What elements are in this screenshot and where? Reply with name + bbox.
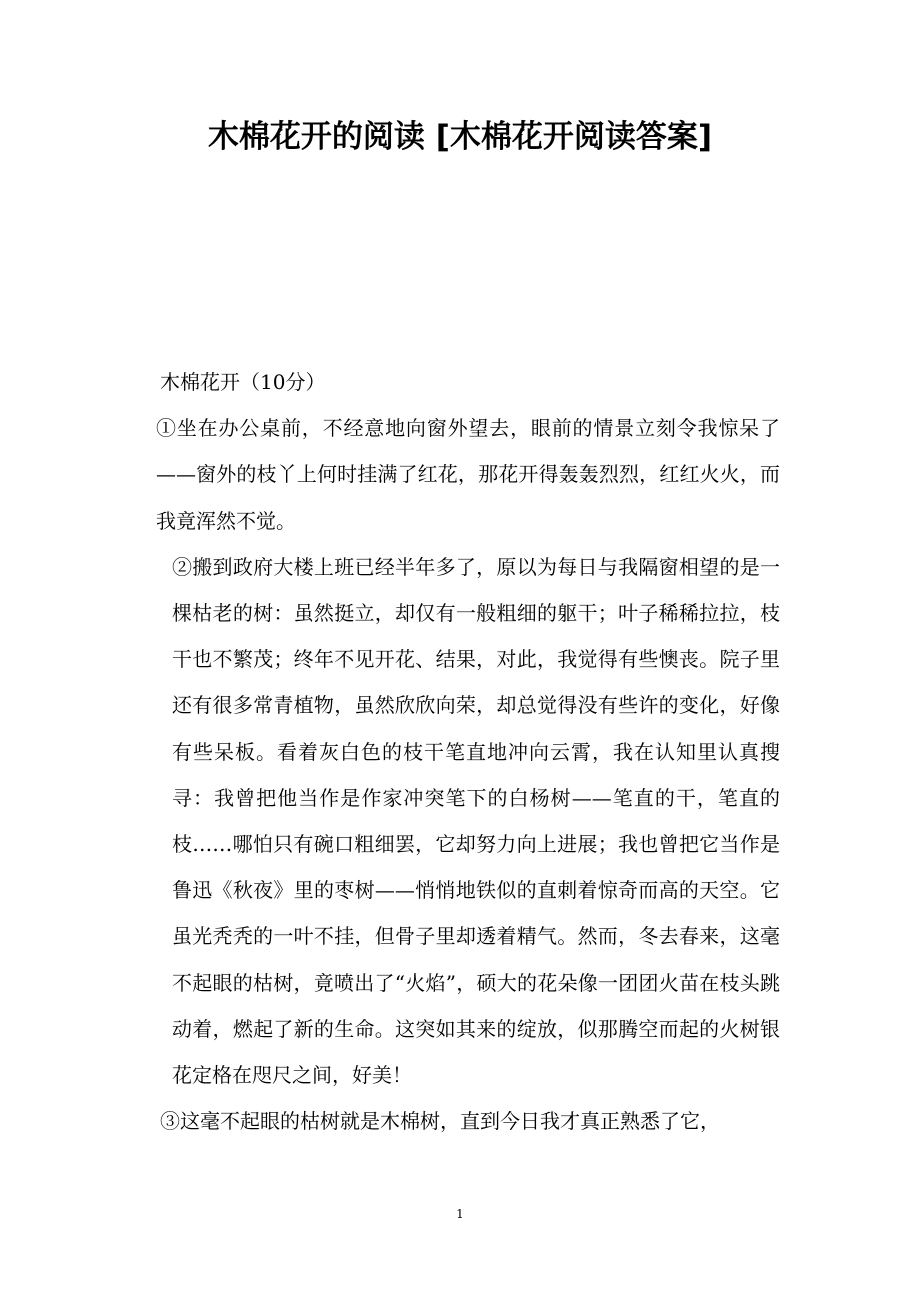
page-number: 1 (456, 1207, 464, 1221)
paragraph-2: ②搬到政府大楼上班已经半年多了，原以为每日与我隔窗相望的是一棵枯老的树：虽然挺立，却仅有一般粗细的躯干；叶子稀稀拉拉，枝干也不繁茂；终年不见开花、结果，对此，我觉得有些懊丧。院子里还有很多常青植物，虽然欣欣向荣，却总觉得没有些许的变化，好像有些呆板。看着灰白色的枝干笔直地冲向云霄，我在认知里认真搜寻：我曾把他当作是作家冲突笔下的白杨树——笔直的干，笔直的枝……哪怕只有碗口粗细罢，它却努力向上进展；我也曾把它当作是鲁迅《秋夜》里的枣树——悄悄地铁似的直刺着惊奇而高的天空。它虽光秃秃的一叶不挂，但骨子里却透着精气。然而，冬去春来，这毫不起眼的枯树，竟喷出了“火焰”，硕大的花朵像一团团火苗在枝头跳动着，燃起了新的生命。这突如其来的绽放，似那腾空而起的火树银花定格在咫尺之间，好美！ (172, 554, 780, 1088)
paragraph-3: ③这毫不起眼的枯树就是木棉树，直到今日我才真正熟悉了它， (160, 1109, 720, 1134)
document-body (140, 359, 780, 1144)
section-heading: 木棉花开（10分） (160, 370, 326, 394)
paragraph-1: ①坐在办公桌前，不经意地向窗外望去，眼前的情景立刻令我惊呆了——窗外的枝丫上何时挂满了红花，那花开得轰轰烈烈，红红火火，而我竟浑然不觉。 (156, 416, 780, 533)
document-title: 木棉花开的阅读 [木棉花开阅读答案] (207, 119, 713, 155)
